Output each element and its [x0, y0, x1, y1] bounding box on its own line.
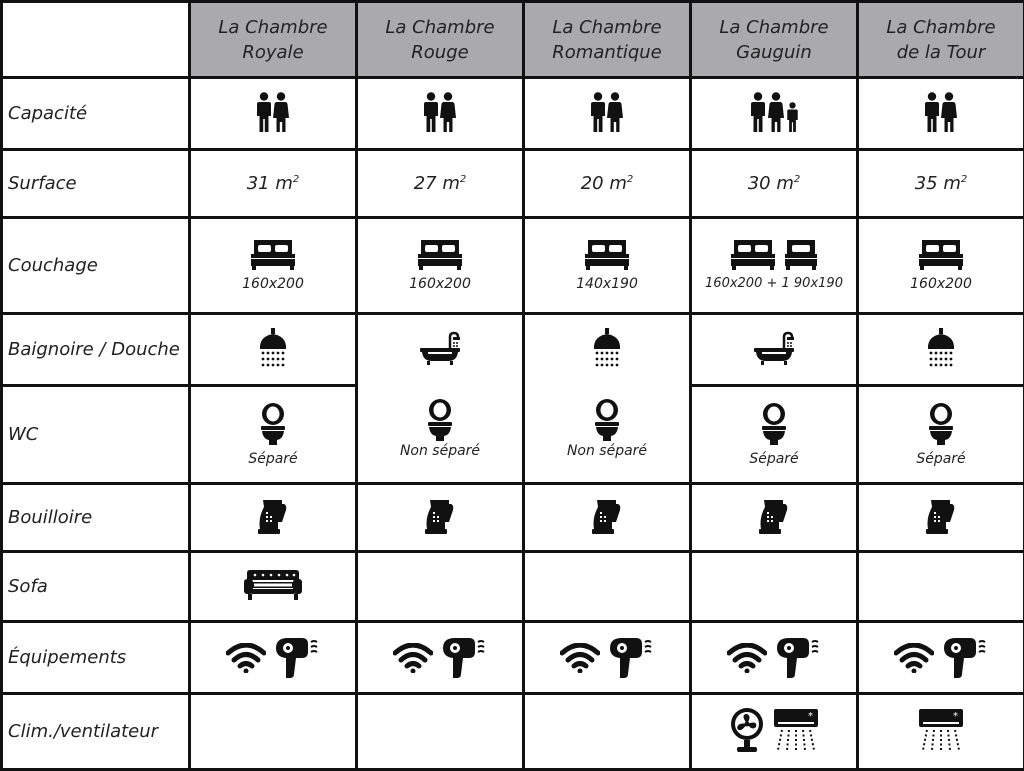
wifi-icon	[894, 643, 934, 673]
hair-dryer-icon	[610, 638, 654, 678]
room-header-name: Gauguin	[736, 42, 812, 63]
double-bed-icon	[251, 240, 295, 270]
shower-icon	[592, 328, 622, 368]
family-icon	[751, 92, 798, 132]
toilet-icon	[593, 399, 621, 441]
row-label-clim: Clim./ventilateur	[2, 694, 190, 770]
couple-icon	[257, 92, 289, 132]
row-clim	[2, 694, 1024, 770]
bathtub-icon	[420, 331, 460, 365]
row-sofa	[2, 552, 1024, 622]
row-label-bain: Baignoire / Douche	[2, 314, 190, 386]
row-bouilloire	[2, 484, 1024, 552]
kettle-icon	[425, 498, 455, 534]
header-row	[2, 2, 1024, 78]
row-bain	[2, 314, 1024, 386]
kettle-icon	[759, 498, 789, 534]
room-header-romantique	[524, 2, 691, 78]
surface-value: 35 $m^2$	[858, 150, 1024, 218]
single-bed-icon	[785, 240, 817, 270]
couple-icon	[925, 92, 957, 132]
row-label-sofa: Sofa	[2, 552, 190, 622]
empty-cell	[524, 552, 691, 622]
row-capacite	[2, 78, 1024, 150]
double-bed-icon	[919, 240, 963, 270]
room-header-name: Rouge	[411, 42, 468, 63]
kettle-icon	[258, 498, 288, 534]
toilet-icon	[259, 403, 287, 445]
room-header-line: La Chambre	[886, 17, 995, 38]
bed-size: 160x200	[358, 276, 522, 292]
wifi-icon	[226, 643, 266, 673]
empty-cell	[357, 552, 524, 622]
wifi-icon	[727, 643, 767, 673]
wifi-icon	[393, 643, 433, 673]
couple-icon	[424, 92, 456, 132]
row-label-equipements: Équipements	[2, 622, 190, 694]
wc-type: Non séparé	[567, 443, 647, 459]
bed-size: 160x200 + 1 90x190	[692, 276, 856, 291]
wc-type: Séparé	[191, 451, 355, 467]
surface-value: 27 $m^2$	[357, 150, 524, 218]
empty-cell	[524, 694, 691, 770]
room-header-gauguin	[691, 2, 858, 78]
room-header-royale	[190, 2, 357, 78]
room-header-name: de la Tour	[897, 42, 986, 63]
hair-dryer-icon	[443, 638, 487, 678]
hair-dryer-icon	[276, 638, 320, 678]
wc-type: Séparé	[859, 451, 1023, 467]
double-bed-icon	[585, 240, 629, 270]
kettle-icon	[926, 498, 956, 534]
room-header-rouge	[357, 2, 524, 78]
double-bed-icon	[418, 240, 462, 270]
row-label-couchage: Couchage	[2, 218, 190, 314]
toilet-icon	[426, 399, 454, 441]
fan-icon	[730, 708, 764, 752]
wc-type: Non séparé	[400, 443, 480, 459]
wifi-icon	[560, 643, 600, 673]
surface-value: 20 $m^2$	[524, 150, 691, 218]
room-header-line: La Chambre	[218, 17, 327, 38]
row-label-capacite: Capacité	[2, 78, 190, 150]
shower-icon	[926, 328, 956, 368]
hair-dryer-icon	[944, 638, 988, 678]
room-header-tour	[858, 2, 1024, 78]
toilet-icon	[760, 403, 788, 445]
row-equipements	[2, 622, 1024, 694]
room-header-name: Romantique	[552, 42, 661, 63]
air-conditioner-icon	[919, 709, 963, 751]
sofa-icon	[244, 570, 302, 600]
kettle-icon	[592, 498, 622, 534]
empty-cell	[691, 552, 858, 622]
row-label-wc: WC	[2, 386, 190, 484]
surface-value: 31 $m^2$	[190, 150, 357, 218]
bathtub-icon	[754, 331, 794, 365]
row-label-bouilloire: Bouilloire	[2, 484, 190, 552]
row-couchage	[2, 218, 1024, 314]
row-surface	[2, 150, 1024, 218]
double-bed-icon	[731, 240, 775, 270]
empty-cell	[357, 694, 524, 770]
bed-size: 160x200	[191, 276, 355, 292]
couple-icon	[591, 92, 623, 132]
hair-dryer-icon	[777, 638, 821, 678]
empty-cell	[858, 552, 1024, 622]
toilet-icon	[927, 403, 955, 445]
wc-type: Séparé	[692, 451, 856, 467]
corner-cell	[2, 2, 190, 78]
room-header-line: La Chambre	[552, 17, 661, 38]
shower-icon	[258, 328, 288, 368]
surface-value: 30 $m^2$	[691, 150, 858, 218]
empty-cell	[190, 694, 357, 770]
room-header-line: La Chambre	[719, 17, 828, 38]
room-header-line: La Chambre	[385, 17, 494, 38]
row-label-surface: Surface	[2, 150, 190, 218]
air-conditioner-icon	[774, 709, 818, 751]
bed-size: 160x200	[859, 276, 1023, 292]
room-header-name: Royale	[242, 42, 303, 63]
bed-size: 140x190	[525, 276, 689, 292]
